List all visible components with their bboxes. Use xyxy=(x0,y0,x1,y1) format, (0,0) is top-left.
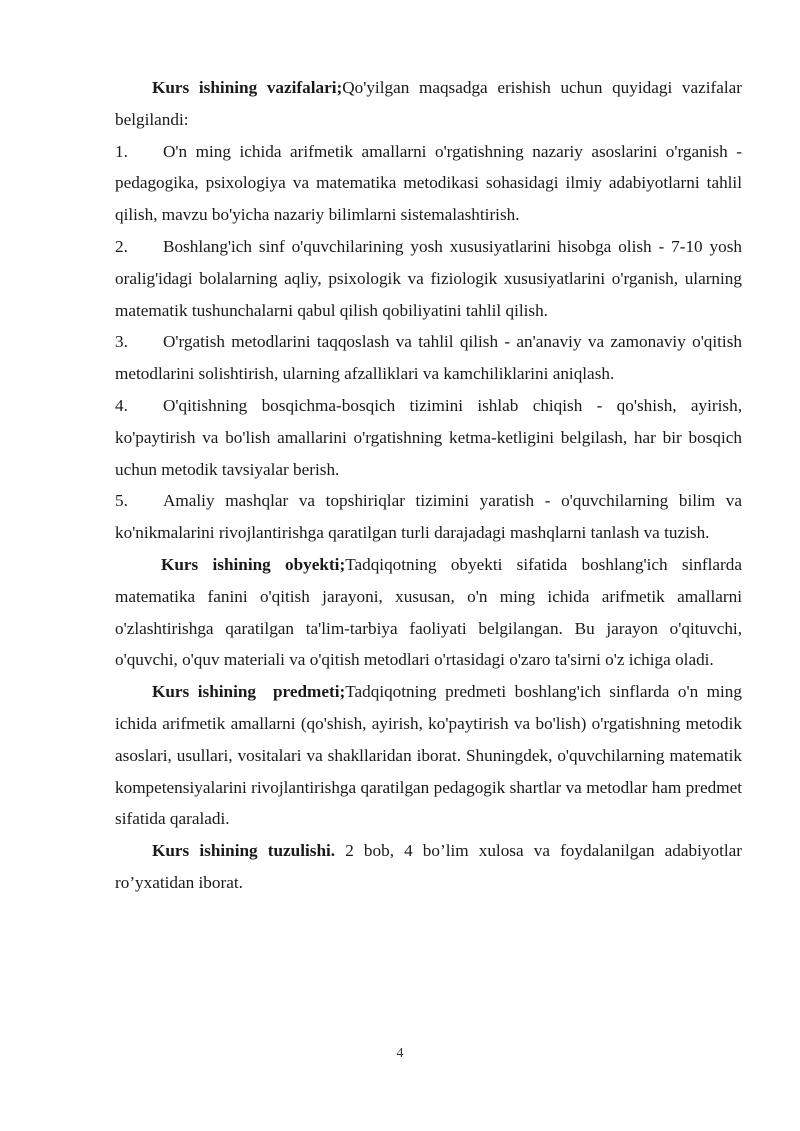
list-item xyxy=(115,326,742,390)
list-item-text: O'n ming ichida arifmetik amallarni o'rgatishning nazariy asoslarini o'rganish - pedagogika, psixologiya va matematika metodikasi sohasidagi ilmiy adabiyotlarni tahlil qilish, mavzu bo'yicha nazariy bilimlarni sistemalashtirish. xyxy=(115,141,742,225)
list-item-number: 3. xyxy=(115,332,128,352)
obyekt-text: Tadqiqotning obyekti sifatida boshlang'ich sinflarda matematika fanini o'qitish jarayoni, xususan, o'n ming ichida arifmetik amallarni o'zlashtirishga qaratilgan ta'lim-tarbiya faoliyati belgilangan. Bu jarayon o'qituvchi, o'quvchi, o'quv materiali va o'qitish metodlari o'rtasidagi o'zaro ta'sirni o'z ichiga oladi. xyxy=(115,554,743,670)
list-item-text: O'rgatish metodlarini taqqoslash va tahlil qilish - an'anaviy va zamonaviy o'qitish metodlarini solishtirish, ularning afzalliklari va kamchiliklarini aniqlash. xyxy=(115,332,742,384)
tuzilishi-heading: Kurs ishining tuzulishi. xyxy=(152,841,336,861)
page-number: 4 xyxy=(396,1046,404,1061)
list-item xyxy=(115,136,742,231)
list-item-number: 5. xyxy=(115,491,128,511)
list-item-text: O'qitishning bosqichma-bosqich tizimini ishlab chiqish - qo'shish, ayirish, ko'paytirish va bo'lish amallarini o'rgatishning ketma-ketligini belgilash, har bir bosqich uchun metodik tavsiyalar berish. xyxy=(115,395,742,479)
predmet-paragraph xyxy=(115,676,742,835)
vazifalar-paragraph xyxy=(115,72,742,136)
tuzilishi-paragraph xyxy=(115,835,742,899)
vazifalar-intro: Qo'yilgan maqsadga erishish uchun quyidagi vazifalar belgilandi: xyxy=(115,78,742,129)
predmet-heading: Kurs ishining predmeti; xyxy=(152,682,346,702)
list-item-text: Amaliy mashqlar va topshiriqlar tizimini yaratish - o'quvchilarning bilim va ko'nikmalarini rivojlantirishga qaratilgan turli darajadagi mashqlarni tanlash va tuzish. xyxy=(115,491,742,543)
list-item-number: 4. xyxy=(115,395,128,415)
page-content xyxy=(115,72,742,899)
obyekt-paragraph xyxy=(115,549,742,676)
list-item xyxy=(115,390,742,485)
vazifalar-heading: Kurs ishining vazifalari; xyxy=(152,78,343,97)
obyekt-heading: Kurs ishining obyekti; xyxy=(161,554,346,574)
list-item-text: Boshlang'ich sinf o'quvchilarining yosh xususiyatlarini hisobga olish - 7-10 yosh oralig'idagi bolalarning aqliy, psixologik va fiziologik xususiyatlarini o'rganish, ularning matematik tushunchalarni qabul qilish qobiliyatini tahlil qilish. xyxy=(115,236,742,320)
list-item xyxy=(115,231,742,326)
tuzilishi-text: 2 bob, 4 bo’lim xulosa va foydalanilgan adabiyotlar ro’yxatidan iborat. xyxy=(115,841,742,892)
list-item xyxy=(115,485,742,549)
predmet-text: Tadqiqotning predmeti boshlang'ich sinflarda o'n ming ichida arifmetik amallarni (qo'shish, ayirish, ko'paytirish va bo'lish) o'rgatishning metodik asoslari, usullari, vositalari va shakllaridan iborat. Shuningdek, o'quvchilarning matematik kompetensiyalarini rivojlantirishga qaratilgan pedagogik shartlar va metodlar ham predmet sifatida qaraladi. xyxy=(115,682,742,829)
list-item-number: 2. xyxy=(115,236,128,256)
list-item-number: 1. xyxy=(115,141,128,161)
